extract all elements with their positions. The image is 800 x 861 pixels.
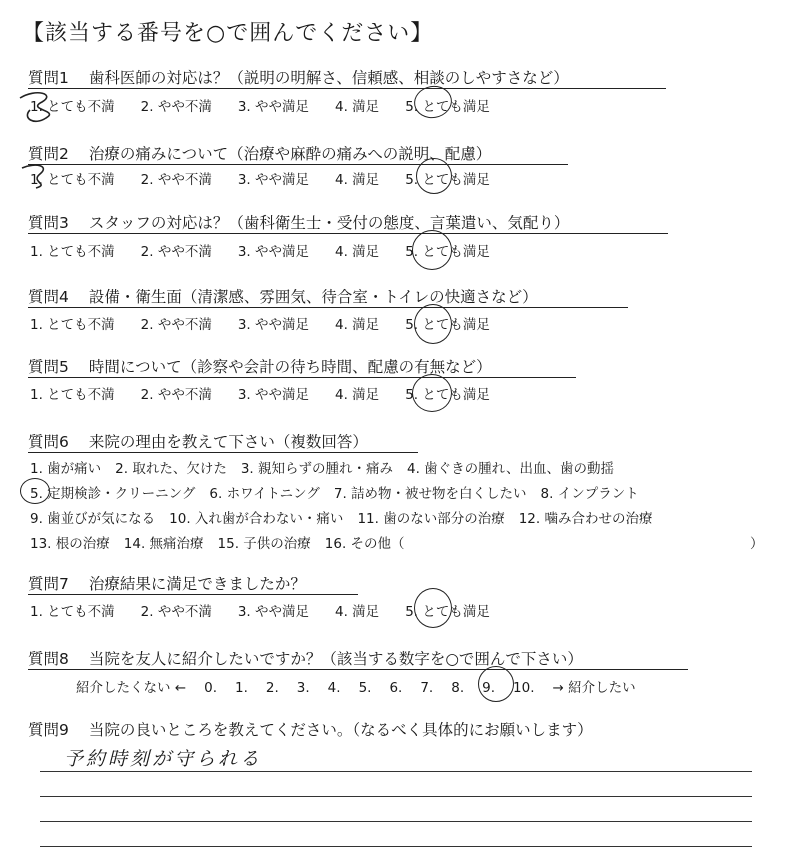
q8-score-6[interactable]: 6. — [389, 680, 403, 696]
question-7-heading — [28, 572, 306, 594]
q6-option-6[interactable]: 6. ホワイトニング — [209, 486, 320, 502]
q5-option-5[interactable]: 5. とても満足 — [405, 387, 490, 403]
q6-option-14[interactable]: 14. 無痛治療 — [123, 536, 204, 552]
q6-option-9[interactable]: 9. 歯並びが気になる — [30, 511, 156, 527]
q4-option-2[interactable]: 2. やや不満 — [140, 317, 212, 333]
question-4-heading — [28, 285, 538, 307]
q8-score-7[interactable]: 7. — [420, 680, 434, 696]
q8-score-8[interactable]: 8. — [451, 680, 465, 696]
q2-selection-circle — [416, 158, 452, 194]
question-3-heading — [28, 211, 569, 233]
q1-option-5[interactable]: 5. とても満足 — [405, 99, 490, 115]
question-6-underline — [28, 452, 418, 453]
q5-option-4[interactable]: 4. 満足 — [335, 387, 380, 403]
question-9-label: 質問9 — [28, 721, 69, 739]
question-4-text: 設備・衛生面（清潔感、雰囲気、待合室・トイレの快適さなど） — [88, 288, 538, 306]
question-2-text: 治療の痛みについて（治療や麻酔の痛みへの説明、配慮） — [88, 145, 492, 163]
question-5-heading — [28, 355, 492, 377]
question-7-text: 治療結果に満足できましたか？ — [88, 575, 306, 593]
q4-option-4[interactable]: 4. 満足 — [335, 317, 380, 333]
q8-score-2[interactable]: 2. — [265, 680, 279, 696]
q9-write-line-4 — [40, 846, 752, 847]
question-1-underline — [28, 88, 666, 89]
q8-score-9[interactable]: 9. — [482, 680, 496, 696]
q6-option-12[interactable]: 12. 噛み合わせの治療 — [518, 511, 653, 527]
q6-option-4[interactable]: 4. 歯ぐきの腫れ、出血、歯の動揺 — [407, 461, 614, 477]
question-1-label: 質問1 — [28, 69, 69, 87]
q8-scale-right-label: → 紹介したい — [552, 680, 636, 696]
question-9-heading — [28, 718, 593, 740]
question-8-underline — [28, 669, 688, 670]
question-1-heading — [28, 66, 569, 88]
q9-write-line-3 — [40, 821, 752, 822]
q1-option-3[interactable]: 3. やや満足 — [237, 99, 310, 115]
q3-option-4[interactable]: 4. 満足 — [335, 244, 380, 260]
q2-option-2[interactable]: 2. やや不満 — [140, 172, 212, 188]
question-1-text: 歯科医師の対応は？（説明の明解さ、信頼感、相談のしやすさなど） — [88, 69, 569, 87]
question-8-text: 当院を友人に紹介したいですか？（該当する数字を○で囲んで下さい） — [88, 650, 583, 668]
q6-option-7[interactable]: 7. 詰め物・被せ物を白くしたい — [333, 486, 527, 502]
question-6-text: 来院の理由を教えて下さい（複数回答） — [88, 433, 368, 451]
q1-option-2[interactable]: 2. やや不満 — [140, 99, 212, 115]
q8-scale-left-label: 紹介したくない ← — [76, 680, 187, 696]
q6-option-8[interactable]: 8. インプラント — [540, 486, 639, 502]
q2-option-1[interactable]: 1. とても不満 — [30, 172, 115, 188]
q1-scribble-mark — [16, 88, 62, 128]
q6-option-11[interactable]: 11. 歯のない部分の治療 — [357, 511, 505, 527]
q8-selection-circle — [478, 666, 514, 702]
q6-option-13[interactable]: 13. 根の治療 — [30, 536, 110, 552]
q7-option-1[interactable]: 1. とても不満 — [30, 604, 115, 620]
question-3-label: 質問3 — [28, 214, 69, 232]
q5-option-3[interactable]: 3. やや満足 — [237, 387, 310, 403]
q2-option-5[interactable]: 5. とても満足 — [405, 172, 490, 188]
q6-row-3 — [30, 507, 666, 527]
q7-selection-circle — [414, 588, 452, 628]
q6-option-10[interactable]: 10. 入れ歯が合わない・痛い — [169, 511, 344, 527]
q9-write-line-1 — [40, 771, 752, 772]
q8-scale — [76, 676, 654, 696]
q3-selection-circle — [412, 230, 452, 270]
question-4-label: 質問4 — [28, 288, 69, 306]
question-5-label: 質問5 — [28, 358, 69, 376]
q8-score-1[interactable]: 1. — [235, 680, 248, 696]
q7-option-4[interactable]: 4. 満足 — [335, 604, 380, 620]
q2-option-3[interactable]: 3. やや満足 — [237, 172, 310, 188]
q9-write-line-2 — [40, 796, 752, 797]
q7-option-3[interactable]: 3. やや満足 — [237, 604, 310, 620]
question-5-text: 時間について（診察や会計の待ち時間、配慮の有無など） — [88, 358, 492, 376]
q8-score-0[interactable]: 0. — [204, 680, 217, 696]
question-9-text: 当院の良いところを教えてください。（なるべく具体的にお願いします） — [88, 721, 593, 739]
q8-score-5[interactable]: 5. — [358, 680, 372, 696]
q3-option-1[interactable]: 1. とても不満 — [30, 244, 115, 260]
q3-option-2[interactable]: 2. やや不満 — [140, 244, 212, 260]
q6-selection-circle — [20, 478, 50, 504]
question-5-underline — [28, 377, 576, 378]
q6-row-4 — [30, 532, 419, 552]
question-2-label: 質問2 — [28, 145, 69, 163]
q8-score-4[interactable]: 4. — [327, 680, 341, 696]
q6-option-5[interactable]: 5. 定期検診・クリーニング — [30, 486, 196, 502]
q5-selection-circle — [412, 374, 452, 412]
q4-option-5[interactable]: 5. とても満足 — [405, 317, 490, 333]
question-7-underline — [28, 594, 358, 595]
q7-option-5[interactable]: 5. とても満足 — [405, 604, 490, 620]
question-6-heading — [28, 430, 368, 452]
q5-option-1[interactable]: 1. とても不満 — [30, 387, 115, 403]
question-4-underline — [28, 307, 628, 308]
q6-row-2 — [30, 482, 653, 502]
q3-option-5[interactable]: 5. とても満足 — [405, 244, 490, 260]
page-title: 【該当する番号を○で囲んでください】 — [22, 21, 434, 46]
question-7-label: 質問7 — [28, 575, 69, 593]
q3-option-3[interactable]: 3. やや満足 — [237, 244, 310, 260]
q4-option-1[interactable]: 1. とても不満 — [30, 317, 115, 333]
q5-option-2[interactable]: 2. やや不満 — [140, 387, 212, 403]
q6-option-1[interactable]: 1. 歯が痛い — [30, 461, 102, 477]
q7-option-2[interactable]: 2. やや不満 — [140, 604, 212, 620]
question-6-label: 質問6 — [28, 433, 69, 451]
q2-option-4[interactable]: 4. 満足 — [335, 172, 380, 188]
q6-option-16[interactable]: 16. その他（ — [324, 536, 405, 552]
q6-option-3[interactable]: 3. 親知らずの腫れ・痛み — [240, 461, 394, 477]
question-2-heading — [28, 142, 491, 164]
q4-selection-circle — [414, 304, 452, 344]
q1-option-4[interactable]: 4. 満足 — [335, 99, 380, 115]
q1-option-1[interactable]: 1. とても不満 — [30, 99, 115, 115]
question-3-underline — [28, 233, 668, 234]
question-3-text: スタッフの対応は？（歯科衛生士・受付の態度、言葉遣い、気配り） — [88, 214, 570, 232]
question-8-label: 質問8 — [28, 650, 69, 668]
q6-other-close-paren: ） — [750, 536, 764, 552]
q4-option-3[interactable]: 3. やや満足 — [237, 317, 310, 333]
q6-row-1 — [30, 457, 628, 477]
q8-score-3[interactable]: 3. — [296, 680, 310, 696]
q8-score-10[interactable]: 10. — [513, 680, 535, 696]
q9-handwritten-answer[interactable]: 予約時刻が守られる — [64, 748, 263, 770]
q6-option-15[interactable]: 15. 子供の治療 — [217, 536, 311, 552]
q2-scribble-mark — [16, 160, 56, 192]
q6-option-2[interactable]: 2. 取れた、欠けた — [115, 461, 227, 477]
question-2-underline — [28, 164, 568, 165]
